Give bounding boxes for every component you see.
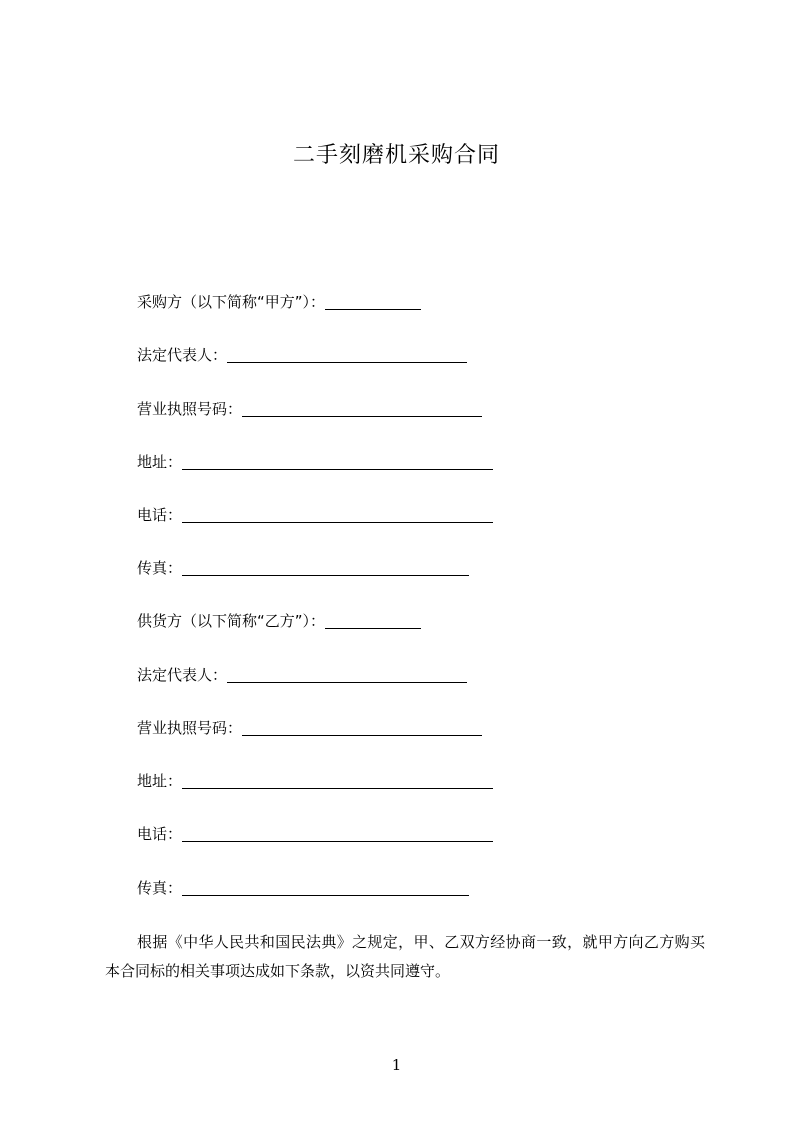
party-b-fax-label: 传真：	[137, 879, 183, 897]
party-a-buyer-label: 采购方（以下简称“甲方”）：	[137, 293, 326, 311]
preamble-paragraph: 根据《中华人民共和国民法典》之规定，甲、乙双方经协商一致，就甲方向乙方购买本合同标的相关事项达成如下条款，以资共同遵守。	[105, 933, 705, 980]
party-b-phone-label: 电话：	[137, 825, 183, 843]
party-a-fax-blank[interactable]	[182, 556, 469, 576]
party-b-fax-field	[137, 876, 469, 900]
document-title: 二手刻磨机采购合同	[292, 143, 500, 168]
party-b-fax-blank[interactable]	[182, 876, 469, 896]
party-a-address-blank[interactable]	[182, 450, 493, 470]
party-b-supplier-blank[interactable]	[325, 609, 421, 629]
party-b-legal-rep-label: 法定代表人：	[137, 666, 228, 684]
party-b-license-blank[interactable]	[242, 716, 482, 736]
party-b-legal-rep-field	[137, 663, 467, 687]
party-a-fax-label: 传真：	[137, 559, 183, 577]
party-b-license-label: 营业执照号码：	[137, 719, 243, 737]
party-a-fax-field	[137, 556, 469, 580]
party-a-phone-field	[137, 503, 493, 527]
party-a-buyer-blank[interactable]	[325, 290, 421, 310]
party-b-license-field	[137, 716, 482, 740]
party-a-buyer-field	[137, 290, 421, 314]
party-b-phone-field	[137, 822, 493, 846]
party-b-supplier-label: 供货方（以下简称“乙方”）：	[137, 612, 326, 630]
party-a-address-label: 地址：	[137, 453, 183, 471]
party-b-address-field	[137, 769, 493, 793]
party-b-supplier-field	[137, 609, 421, 633]
party-b-legal-rep-blank[interactable]	[227, 663, 467, 683]
page-number: 1	[391, 1056, 402, 1074]
party-b-phone-blank[interactable]	[182, 822, 493, 842]
party-b-address-label: 地址：	[137, 772, 183, 790]
party-a-address-field	[137, 450, 493, 474]
party-a-phone-label: 电话：	[137, 506, 183, 524]
party-a-legal-rep-blank[interactable]	[227, 343, 467, 363]
party-a-legal-rep-field	[137, 343, 467, 367]
party-a-phone-blank[interactable]	[182, 503, 493, 523]
party-b-address-blank[interactable]	[182, 769, 493, 789]
party-a-license-label: 营业执照号码：	[137, 400, 243, 418]
party-a-legal-rep-label: 法定代表人：	[137, 346, 228, 364]
party-a-license-blank[interactable]	[242, 397, 482, 417]
party-a-license-field	[137, 397, 482, 421]
